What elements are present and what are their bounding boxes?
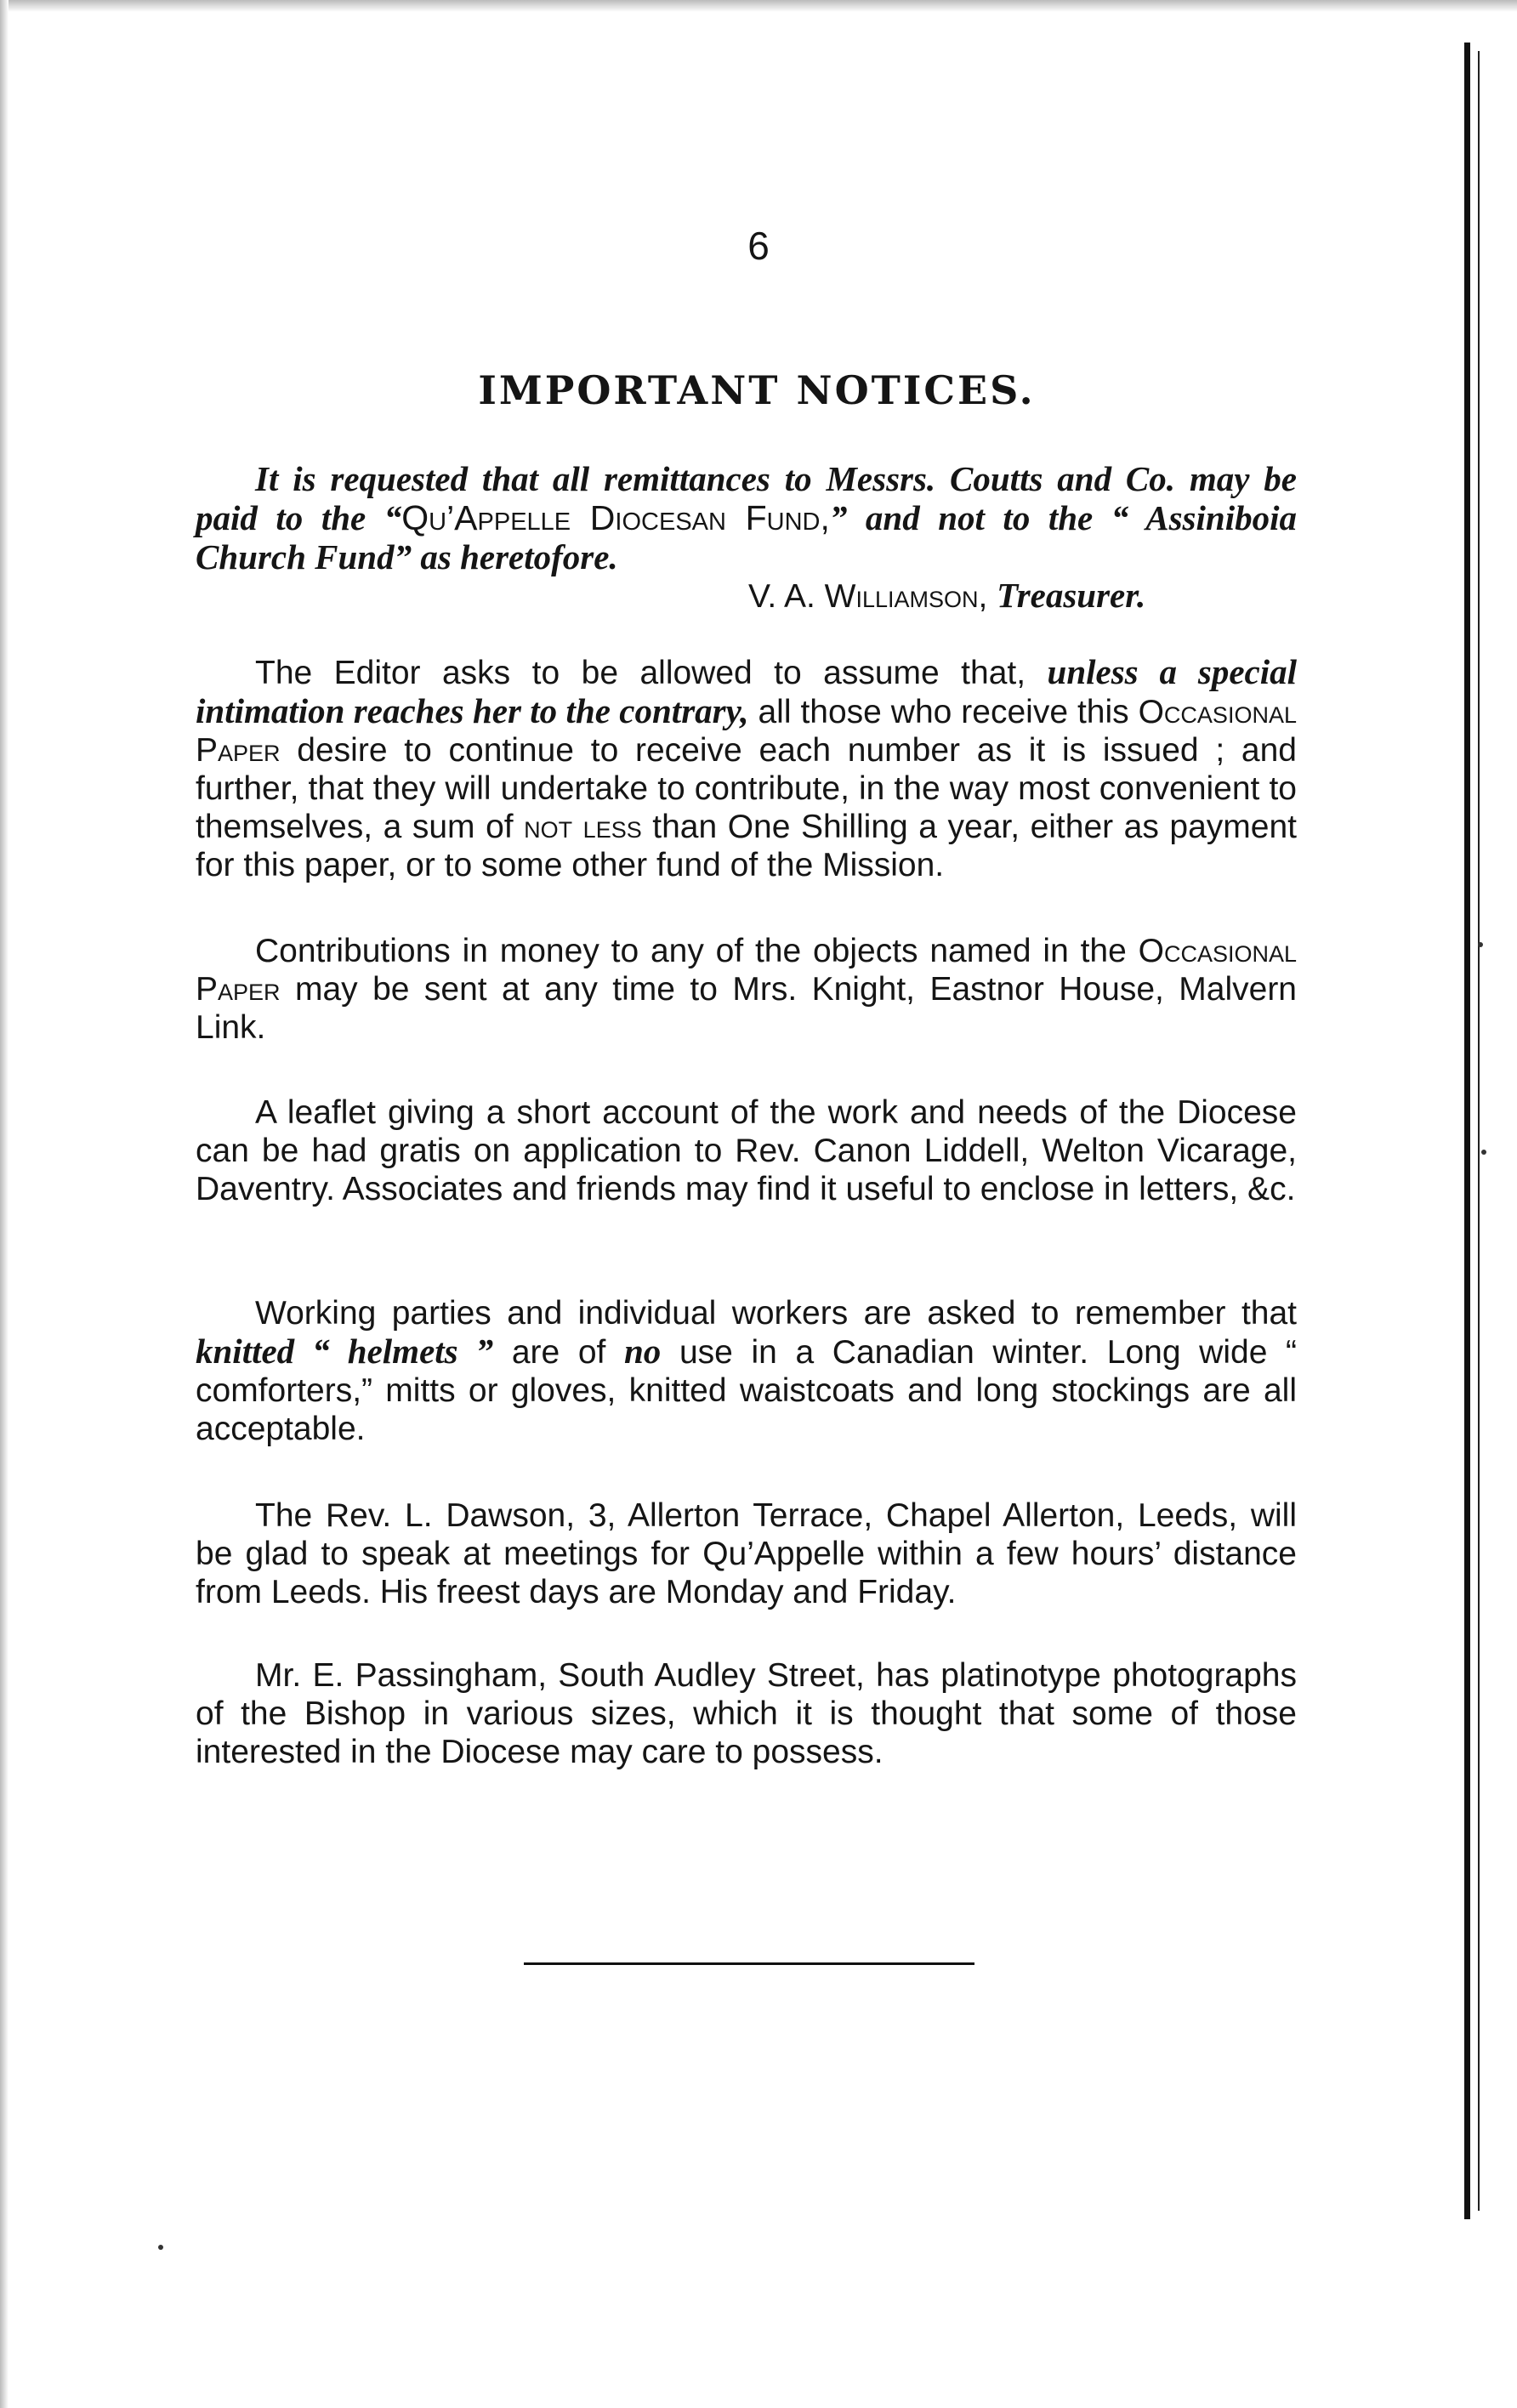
- notice-remittances: [196, 459, 1297, 576]
- contributions-text-2: may be sent at any time to Mrs. Knight, Eastnor House, Malvern Link.: [196, 971, 1297, 1046]
- editor-text-3: desire to continue to receive each number as it is issued ; and further, that they will undertake to contribute, in the way most convenient to themselves, a sum of: [196, 732, 1297, 845]
- knitted-helmets: knitted “ helmets ”: [196, 1332, 494, 1371]
- signer-title: Treasurer.: [997, 576, 1146, 615]
- notice-dawson: The Rev. L. Dawson, 3, Allerton Terrace, Chapel Allerton, Leeds, will be glad to speak at meetings for Qu’Appelle within a few hours’ distance from Leeds. His freest days are Monday and Friday.: [196, 1497, 1297, 1610]
- notice-editor: [196, 653, 1297, 884]
- contributions-text-1: Contributions in money to any of the objects named in the: [255, 933, 1139, 969]
- notice-working-parties: [196, 1294, 1297, 1448]
- scan-speck: [1478, 942, 1483, 947]
- paper-name: Occasional Paper: [196, 694, 1297, 769]
- remittances-text-1: It is requested that all remittances to Messrs. Coutts and Co. may be paid to the “: [196, 459, 1297, 537]
- notice-contributions: [196, 932, 1297, 1047]
- working-text-2: are of: [493, 1334, 624, 1371]
- page-number: 6: [747, 224, 770, 268]
- remittances-text-2: ” and not to the “ Assiniboia Church Fund” as heretofore.: [196, 498, 1297, 576]
- editor-text-1: The Editor asks to be allowed to assume that,: [255, 655, 1048, 691]
- scan-speck: [158, 2245, 163, 2250]
- working-text-1: Working parties and individual workers are asked to remember that: [255, 1295, 1297, 1332]
- notice-passingham: Mr. E. Passingham, South Audley Street, has platinotype photographs of the Bishop in various sizes, which it is thought that some of those interested in the Diocese may care to possess.: [196, 1657, 1297, 1770]
- editor-text-2: all those who receive this: [748, 694, 1139, 730]
- scan-edge-right: [1464, 43, 1470, 2219]
- scan-edge-top: [0, 0, 1517, 12]
- not-less: not less: [524, 809, 642, 845]
- paper-name: Occasional Paper: [196, 933, 1297, 1008]
- scan-speck: [1481, 1150, 1486, 1155]
- working-text-3: use in a Canadian winter. Long wide “ comforters,” mitts or gloves, knitted waistcoats and long stockings are all acceptable.: [196, 1334, 1298, 1447]
- editor-text-4: than One Shilling a year, either as payment for this paper, or to some other fund of the Mission.: [196, 809, 1297, 883]
- treasurer-signature: [748, 575, 1145, 616]
- scan-edge-right-line: [1478, 51, 1480, 2211]
- fund-name: Qu’Appelle Diocesan Fund,: [401, 498, 830, 537]
- page-heading: IMPORTANT NOTICES.: [478, 367, 1036, 413]
- closing-rule: [524, 1962, 974, 1965]
- notice-leaflet: A leaflet giving a short account of the work and needs of the Diocese can be had gratis on application to Rev. Canon Liddell, Welton Vicarage, Daventry. Associates and friends may find it useful to enclose in letters, &c.: [196, 1094, 1297, 1207]
- editor-emphasis: unless a special intimation reaches her to the contrary,: [196, 652, 1297, 730]
- no-emphasis: no: [624, 1332, 662, 1371]
- signer-name: V. A. Williamson,: [748, 578, 988, 615]
- scan-edge-left: [0, 0, 9, 2408]
